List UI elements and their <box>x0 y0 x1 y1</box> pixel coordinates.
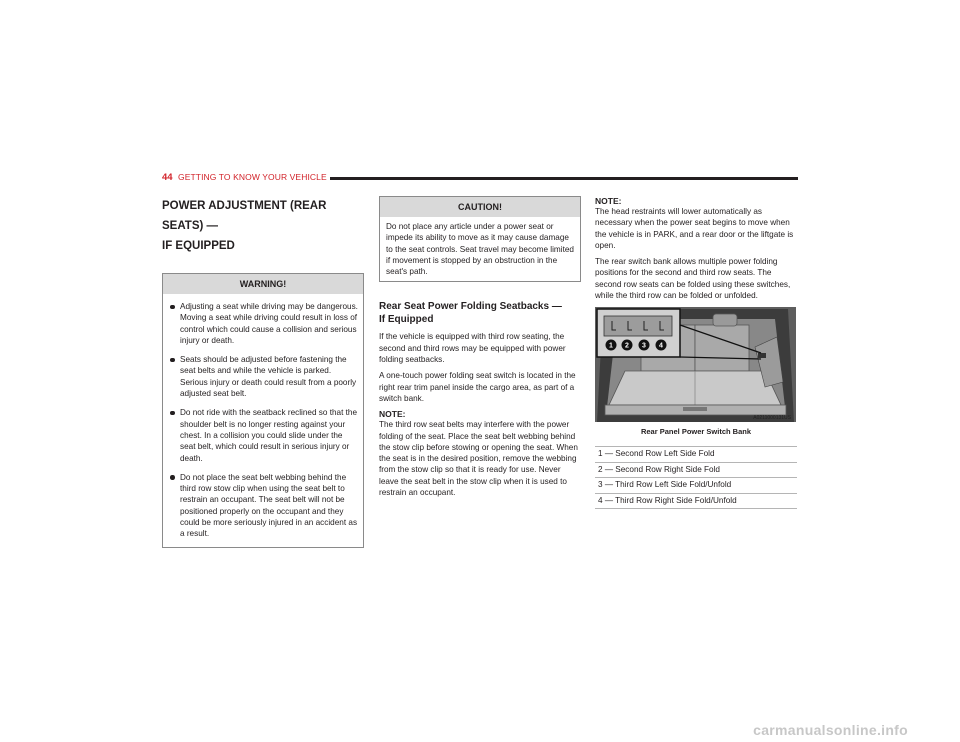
folding-heading <box>379 300 581 326</box>
caution-box <box>379 196 581 282</box>
switch-bank-paragraph: The rear switch bank allows multiple power folding positions for the second and third row seats. The second row seats can be folded using these switches, while the third row can be folded or unfolded. <box>595 257 791 301</box>
folding-paragraph-2: A one-touch power folding seat switch is located in the right rear trim panel inside the cargo area, as part of a switch bank. <box>379 371 576 403</box>
warning-item: Adjusting a seat while driving may be dangerous. Moving a seat while driving could result in loss of control which could cause a collision and serious injury or death. <box>169 301 358 346</box>
warning-item: Do not place the seat belt webbing behind the third row stow clip when using the seat belt to restrain an occupant. The seat belt will not be positioned properly on the occupant and they could be more seriously injured in an accident as a result. <box>169 472 358 540</box>
warning-box <box>162 273 364 548</box>
column-right <box>595 196 797 509</box>
warning-item: Do not ride with the seatback reclined so that the shoulder belt is no longer resting against your chest. In a collision you could slide under the seat belt, which could result in serious injury or death. <box>169 407 358 463</box>
note-label: NOTE: <box>595 196 622 206</box>
page-header <box>162 172 798 184</box>
page-number: 44 <box>162 172 173 183</box>
figure-caption: Rear Panel Power Switch Bank <box>640 427 752 437</box>
cargo-area-illustration <box>595 307 796 422</box>
callout-1: 1 <box>609 342 613 350</box>
callout-2: 2 <box>625 342 629 350</box>
legend-item: 2 — Second Row Right Side Fold <box>595 462 797 478</box>
figure-code: A0211000131US <box>753 415 791 422</box>
legend-item: 4 — Third Row Right Side Fold/Unfold <box>595 493 797 510</box>
callout-4: 4 <box>659 342 663 350</box>
section-title: GETTING TO KNOW YOUR VEHICLE <box>178 172 327 182</box>
page-title-line1: POWER ADJUSTMENT (REAR SEATS) — <box>162 200 327 232</box>
folding-heading-line2: If Equipped <box>379 314 434 326</box>
page-title <box>162 196 364 256</box>
warning-item: Seats should be adjusted before fastening the seat belts and while the vehicle is parked. Serious injury or death could result from a poorly adjusted seat belt. <box>169 354 358 399</box>
cargo-area-drawing <box>595 307 796 422</box>
folding-heading-line1: Rear Seat Power Folding Seatbacks — <box>379 301 562 313</box>
page-title-line2: IF EQUIPPED <box>162 240 235 252</box>
column-middle <box>379 196 581 503</box>
legend-list <box>595 446 797 509</box>
caution-heading: CAUTION! <box>380 197 580 217</box>
warning-body <box>163 294 363 547</box>
legend-item: 1 — Second Row Left Side Fold <box>595 446 797 462</box>
folding-paragraph-1: If the vehicle is equipped with third row seating, the second and third rows may be equipped with power folding seatbacks. <box>379 332 566 365</box>
header-rule <box>330 177 798 180</box>
column-left <box>162 196 364 548</box>
note-label: NOTE: <box>379 409 406 420</box>
callout-3: 3 <box>642 342 646 350</box>
warning-heading: WARNING! <box>163 274 363 294</box>
legend-item: 3 — Third Row Left Side Fold/Unfold <box>595 477 797 493</box>
note-text: The head restraints will lower automatically as necessary when the power seat begins to move when the vehicle is in PARK, and a rear door or the liftgate is open. <box>595 207 794 250</box>
watermark: carmanualsonline.info <box>753 722 908 738</box>
caution-text: Do not place any article under a power seat or impede its ability to move as it may cause damage to the seat controls. Seat travel may become limited if movement is stopped by an obstruction in the seat's path. <box>386 222 574 277</box>
note-text: The third row seat belts may interfere with the power folding of the seat. Place the seat belt webbing behind the stow clip before stowing or opening the seat. When the seat is in the desired position, remove the webbing from the stow clip so that it is ready for use. Never leave the seat belt in the stow clip when it is used to restrain an occupant. <box>379 420 578 498</box>
